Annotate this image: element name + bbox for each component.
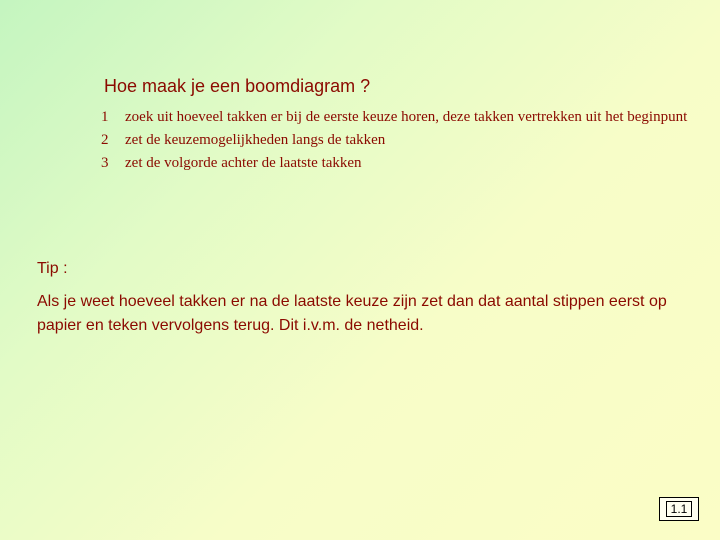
list-item: [100, 106, 700, 129]
step-text: zet de volgorde achter de laatste takken: [125, 155, 362, 171]
step-number: 3: [101, 155, 109, 171]
tip-text: Als je weet hoeveel takken er na de laatste keuze zijn zet dan dat aantal stippen eerst op papier en teken vervolgens terug. Dit i.v.m. de netheid.: [37, 293, 667, 334]
step-text: zet de keuzemogelijkheden langs de takken: [125, 132, 386, 148]
slide-number: 1.1: [666, 501, 693, 517]
list-item: [100, 152, 700, 175]
steps-list: [100, 106, 700, 175]
slide-number-box: [659, 497, 699, 521]
step-number: 2: [101, 132, 109, 148]
tip-label: Tip :: [37, 260, 68, 277]
step-number: 1: [101, 109, 109, 125]
step-text: zoek uit hoeveel takken er bij de eerste keuze horen, deze takken vertrekken uit het beginpunt: [125, 109, 688, 125]
list-item: [100, 129, 700, 152]
page-title: Hoe maak je een boomdiagram ?: [104, 76, 371, 96]
